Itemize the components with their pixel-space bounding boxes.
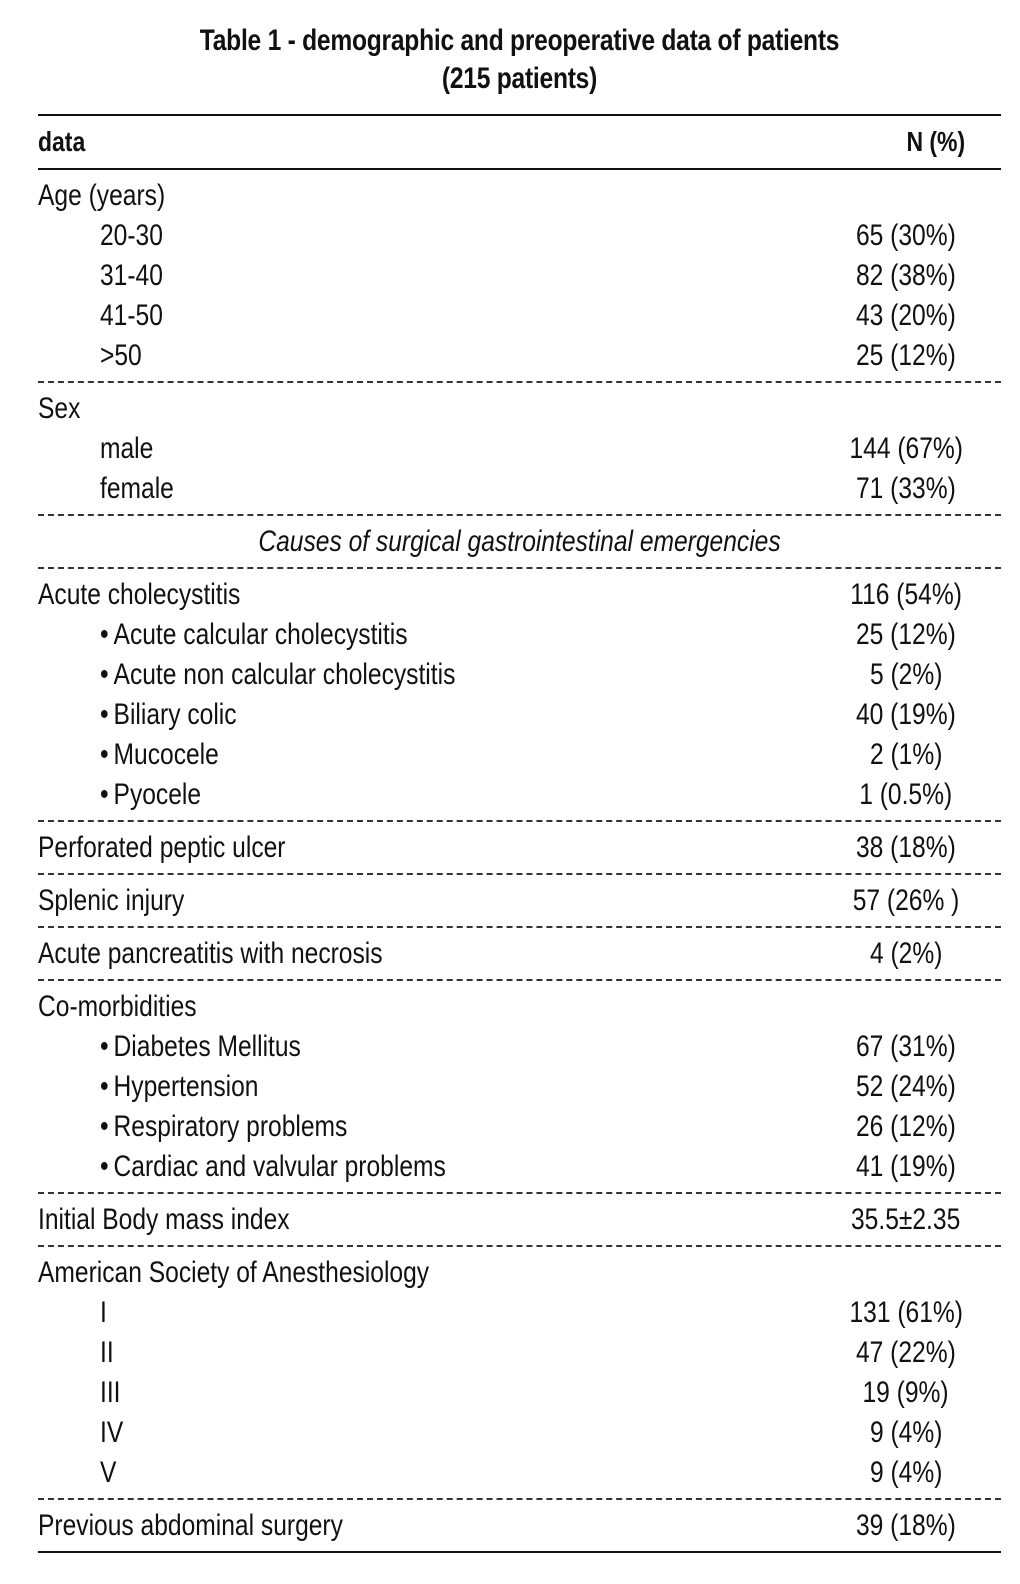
- row-label: III: [100, 1376, 121, 1409]
- row-label: Pyocele: [113, 778, 202, 811]
- header-data: data: [38, 126, 86, 157]
- table-row: [38, 775, 1001, 815]
- row-value: 40 (19%): [856, 698, 956, 731]
- bullet-icon: •: [100, 738, 109, 771]
- bullet-icon: •: [100, 1150, 109, 1183]
- table-row: [38, 216, 1001, 256]
- table-row: [38, 1413, 1001, 1453]
- row-label: Respiratory problems: [113, 1110, 348, 1143]
- group-value: 116 (54%): [850, 578, 962, 611]
- row-value: 9 (4%): [869, 1416, 943, 1449]
- table-row: [38, 389, 1001, 429]
- table-row: [38, 1200, 1001, 1240]
- table-document: [38, 22, 1001, 1553]
- row-label: Initial Body mass index: [38, 1203, 290, 1236]
- bullet-icon: •: [100, 1070, 109, 1103]
- row-label: Cardiac and valvular problems: [113, 1150, 446, 1183]
- table-row: [38, 522, 1001, 562]
- bullet-icon: •: [100, 1030, 109, 1063]
- row-value: 1 (0.5%): [859, 778, 953, 811]
- table-row: [38, 1506, 1001, 1546]
- table-row: [38, 429, 1001, 469]
- row-value: 5 (2%): [869, 658, 943, 691]
- row-label: >50: [100, 339, 142, 372]
- table-row: [38, 1453, 1001, 1493]
- table-title-line-2: (215 patients): [441, 62, 598, 95]
- table-row: [38, 1147, 1001, 1187]
- row-value: 19 (9%): [862, 1376, 950, 1409]
- table-row: [38, 987, 1001, 1027]
- bullet-icon: •: [100, 1110, 109, 1143]
- row-label: Diabetes Mellitus: [113, 1030, 301, 1063]
- row-value: 25 (12%): [856, 618, 956, 651]
- table-row: [38, 1333, 1001, 1373]
- group-label: Sex: [38, 392, 81, 425]
- table-row: [38, 336, 1001, 376]
- table-title: [125, 22, 915, 98]
- row-value: 41 (19%): [856, 1150, 956, 1183]
- table-row: [38, 1027, 1001, 1067]
- row-value: 38 (18%): [856, 831, 956, 864]
- table-row: [38, 735, 1001, 775]
- row-value: 9 (4%): [869, 1456, 943, 1489]
- table-row: [38, 1253, 1001, 1293]
- row-label: 20-30: [100, 219, 163, 252]
- row-label: male: [100, 432, 154, 465]
- table-row: [38, 1107, 1001, 1147]
- group-causes-heading: [38, 516, 1001, 569]
- section-heading: Causes of surgical gastrointestinal emergencies: [258, 525, 781, 558]
- group-previous-surgery: [38, 1500, 1001, 1553]
- row-value: 57 (26% ): [852, 884, 960, 917]
- bullet-icon: •: [100, 778, 109, 811]
- row-label: Previous abdominal surgery: [38, 1509, 343, 1542]
- table-row: [38, 575, 1001, 615]
- row-label: IV: [100, 1416, 124, 1449]
- bullet-icon: •: [100, 618, 109, 651]
- table-row: [38, 934, 1001, 974]
- row-value: 131 (61%): [849, 1296, 963, 1329]
- row-value: 43 (20%): [856, 299, 956, 332]
- group-label: Age (years): [38, 179, 166, 212]
- group-age: [38, 170, 1001, 383]
- row-label: Hypertension: [113, 1070, 259, 1103]
- table-row: [38, 1373, 1001, 1413]
- row-value: 26 (12%): [856, 1110, 956, 1143]
- row-label: II: [100, 1336, 114, 1369]
- table-row: [38, 828, 1001, 868]
- row-value: 25 (12%): [856, 339, 956, 372]
- row-label: Biliary colic: [113, 698, 237, 731]
- row-value: 144 (67%): [849, 432, 963, 465]
- row-label: Acute pancreatitis with necrosis: [38, 937, 383, 970]
- group-pancreatitis: [38, 928, 1001, 981]
- row-value: 35.5±2.35: [851, 1203, 961, 1236]
- table-row: [38, 1067, 1001, 1107]
- group-label: Acute cholecystitis: [38, 578, 241, 611]
- row-label: Acute non calcular cholecystitis: [113, 658, 456, 691]
- table-row: [38, 296, 1001, 336]
- bullet-icon: •: [100, 658, 109, 691]
- row-value: 47 (22%): [856, 1336, 956, 1369]
- row-value: 71 (33%): [856, 472, 956, 505]
- group-asa: [38, 1247, 1001, 1500]
- group-cholecystitis: [38, 569, 1001, 822]
- row-value: 2 (1%): [869, 738, 943, 771]
- row-value: 52 (24%): [856, 1070, 956, 1103]
- row-label: Perforated peptic ulcer: [38, 831, 286, 864]
- bullet-icon: •: [100, 698, 109, 731]
- group-perforated: [38, 822, 1001, 875]
- row-label: I: [100, 1296, 107, 1329]
- table-row: [38, 256, 1001, 296]
- group-comorbidities: [38, 981, 1001, 1194]
- row-label: Acute calcular cholecystitis: [113, 618, 408, 651]
- table-title-line-1: Table 1 - demographic and preoperative data of patients: [199, 24, 840, 57]
- group-sex: [38, 383, 1001, 516]
- row-label: 31-40: [100, 259, 163, 292]
- group-label: American Society of Anesthesiology: [38, 1256, 430, 1289]
- group-splenic: [38, 875, 1001, 928]
- row-value: 4 (2%): [869, 937, 943, 970]
- table-header: [38, 114, 1001, 170]
- table-row: [38, 695, 1001, 735]
- row-label: female: [100, 472, 174, 505]
- table-row: [38, 1293, 1001, 1333]
- row-value: 67 (31%): [856, 1030, 956, 1063]
- group-label: Co-morbidities: [38, 990, 197, 1023]
- row-label: 41-50: [100, 299, 163, 332]
- row-label: Mucocele: [113, 738, 219, 771]
- group-bmi: [38, 1194, 1001, 1247]
- row-value: 65 (30%): [856, 219, 956, 252]
- header-n-percent: N (%): [906, 126, 966, 157]
- table-row: [38, 881, 1001, 921]
- row-label: V: [100, 1456, 117, 1489]
- row-label: Splenic injury: [38, 884, 185, 917]
- table-row: [38, 615, 1001, 655]
- table-row: [38, 655, 1001, 695]
- table-row: [38, 469, 1001, 509]
- table-row: [38, 176, 1001, 216]
- row-value: 82 (38%): [856, 259, 956, 292]
- row-value: 39 (18%): [856, 1509, 956, 1542]
